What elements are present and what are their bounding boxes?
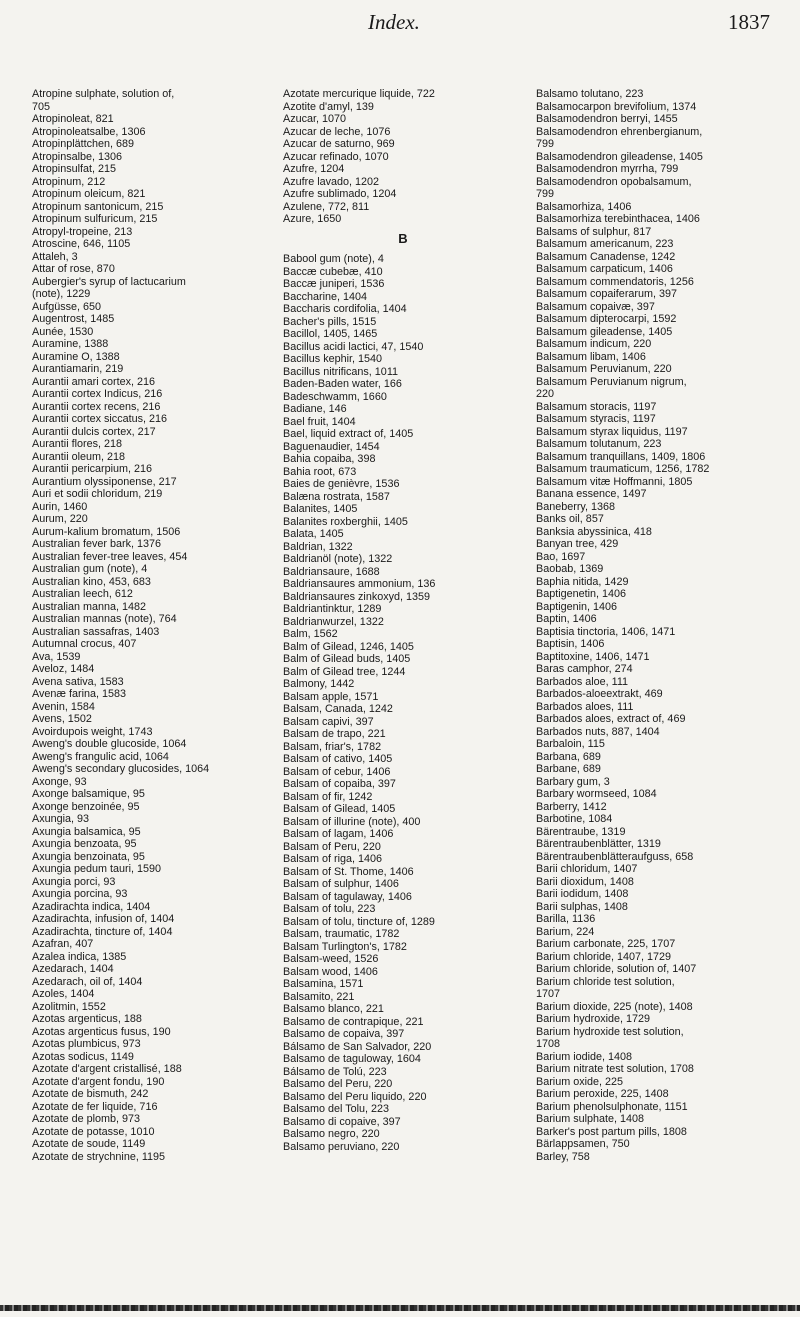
index-entry: Australian gum (note), 4 <box>32 563 148 575</box>
index-entry: Barii dioxidum, 1408 <box>536 875 634 888</box>
index-entry: Balsam of fir, 1242 <box>283 790 373 803</box>
index-entry: Barbane, 689 <box>536 763 601 775</box>
index-entry: Balsamo de taguloway, 1604 <box>283 1053 421 1065</box>
index-entry: Atropinplättchen, 689 <box>32 138 135 150</box>
index-entry: Barker's post partum pills, 1808 <box>536 1125 687 1138</box>
index-entry: Aurum, 220 <box>32 513 88 525</box>
index-entry: Australian kino, 453, 683 <box>32 575 151 588</box>
index-entry: Aufgüsse, 650 <box>32 300 102 313</box>
page-number: 1837 <box>728 10 770 34</box>
index-entry: Balmony, 1442 <box>283 678 355 690</box>
index-entry: Balsam, Canada, 1242 <box>283 703 393 715</box>
index-entry: 705 <box>32 100 51 113</box>
section-letter-heading: B <box>398 230 408 246</box>
index-entry: Atropinum, 212 <box>32 175 106 188</box>
index-entry: Bärlappsamen, 750 <box>536 1138 630 1150</box>
index-entry: Axonge, 93 <box>32 775 87 788</box>
index-entry: Aurantii cortex Indicus, 216 <box>32 388 163 400</box>
index-entry: Balsams of sulphur, 817 <box>536 225 652 238</box>
index-entry: Barbotine, 1084 <box>536 813 613 825</box>
index-entry: Balsamo del Peru, 220 <box>283 1078 393 1090</box>
index-entry: Balsamocarpon brevifolium, 1374 <box>536 100 697 113</box>
index-entry: Barium phenolsulphonate, 1151 <box>536 1100 688 1113</box>
index-entry: Barium hydroxide test solution, <box>536 1025 684 1038</box>
index-entry: Barium chloride, solution of, 1407 <box>536 963 697 975</box>
index-entry: Balsamo tolutano, 223 <box>536 88 644 100</box>
index-entry: Barium nitrate test solution, 1708 <box>536 1063 694 1075</box>
index-entry: Axonge balsamique, 95 <box>32 788 145 800</box>
index-entry: Barbaloin, 115 <box>536 738 605 750</box>
index-entry: Balsamo blanco, 221 <box>283 1003 384 1015</box>
index-entry: Balsamum styracis, 1197 <box>536 413 656 425</box>
index-entry: Atropyl-tropeine, 213 <box>32 225 133 238</box>
index-entry: Balsamina, 1571 <box>283 978 364 990</box>
index-entry: Balsamum dipterocarpi, 1592 <box>536 313 677 325</box>
index-entry: Barbados aloes, 111 <box>536 700 634 713</box>
index-entry: Barium chloride test solution, <box>536 975 675 988</box>
index-entry: Atroscine, 646, 1105 <box>32 238 131 250</box>
index-entry: Barium oxide, 225 <box>536 1075 624 1088</box>
index-entry: Balsam of cebur, 1406 <box>283 765 391 778</box>
index-entry: Atropinsulfat, 215 <box>32 163 117 175</box>
index-entry: Barbana, 689 <box>536 750 601 763</box>
index-entry: Balsamodendron ehrenbergianum, <box>536 125 703 138</box>
index-entry: Baldriantinktur, 1289 <box>283 603 382 615</box>
index-entry: Azafran, 407 <box>32 938 94 950</box>
index-entry: Barbados nuts, 887, 1404 <box>536 725 660 738</box>
index-entry: Bael fruit, 1404 <box>283 415 356 428</box>
index-entry: Balsamum copaiferarum, 397 <box>536 288 678 300</box>
bottom-edge-rule <box>0 1305 800 1311</box>
index-entry: Atropinum sulfuricum, 215 <box>32 213 158 225</box>
index-entry: Azadirachta indica, 1404 <box>32 900 151 913</box>
index-entry: Badiane, 146 <box>283 403 347 415</box>
index-entry: Axungia, 93 <box>32 813 90 825</box>
index-entry: Attaleh, 3 <box>32 250 78 263</box>
index-entry: Australian fever-tree leaves, 454 <box>32 550 188 563</box>
index-entry: Azotas plumbicus, 973 <box>32 1038 141 1050</box>
index-entry: Azadirachta, infusion of, 1404 <box>32 913 175 925</box>
index-entry: Bahia root, 673 <box>283 465 357 478</box>
index-entry: Baneberry, 1368 <box>536 500 616 513</box>
index-entry: 799 <box>536 138 555 150</box>
index-entry: Balsamum Peruvianum, 220 <box>536 363 672 375</box>
index-entry: Axungia porcina, 93 <box>32 888 128 900</box>
index-entry: Balsamum carpaticum, 1406 <box>536 263 673 275</box>
index-entry: 1707 <box>536 988 561 1000</box>
index-entry: Aurantii amari cortex, 216 <box>32 375 156 388</box>
index-entry: Bärentraubenblätter, 1319 <box>536 838 661 850</box>
index-entry: Barley, 758 <box>536 1150 590 1163</box>
index-entry: Balsam wood, 1406 <box>283 965 378 978</box>
index-entry: Barium peroxide, 225, 1408 <box>536 1088 669 1100</box>
index-entry: Bálsamo de Tolú, 223 <box>283 1065 387 1078</box>
index-entry: Balsamo peruviano, 220 <box>283 1140 400 1153</box>
index-entry: Aweng's frangulic acid, 1064 <box>32 750 169 763</box>
index-entry: Azotas argenticus, 188 <box>32 1013 142 1025</box>
index-entry: Balsamum traumaticum, 1256, 1782 <box>536 463 710 475</box>
index-entry: Barium dioxide, 225 (note), 1408 <box>536 1000 693 1013</box>
index-entry: Baies de genièvre, 1536 <box>283 478 400 490</box>
index-entry: Azucar de saturno, 969 <box>283 138 395 150</box>
index-entry: Balsamum indicum, 220 <box>536 338 652 350</box>
index-entry: Ava, 1539 <box>32 650 81 663</box>
index-entry: Baccharis cordifolia, 1404 <box>283 303 407 315</box>
index-entry: Autumnal crocus, 407 <box>32 638 137 650</box>
index-entry: Barium sulphate, 1408 <box>536 1113 645 1125</box>
index-entry: Banksia abyssinica, 418 <box>536 525 652 538</box>
index-entry: Balsam de trapo, 221 <box>283 728 386 740</box>
index-entry: Babool gum (note), 4 <box>283 253 384 265</box>
index-entry: Baptigenin, 1406 <box>536 600 618 613</box>
index-entry: Balata, 1405 <box>283 528 344 540</box>
index-entry: Australian manna, 1482 <box>32 600 147 613</box>
index-entry: Attar of rose, 870 <box>32 263 115 275</box>
index-entry: Australian fever bark, 1376 <box>32 538 162 550</box>
index-entry: Bael, liquid extract of, 1405 <box>283 428 414 440</box>
index-entry: Baccharine, 1404 <box>283 290 368 303</box>
index-entry: Baldriansaures ammonium, 136 <box>283 578 436 590</box>
index-entry: Axungia benzoata, 95 <box>32 838 137 850</box>
index-entry: Bálsamo de San Salvador, 220 <box>283 1040 432 1053</box>
index-entry: Aurantium olyssiponense, 217 <box>32 475 177 488</box>
running-title: Index. <box>368 10 420 34</box>
index-entry: Azotate mercurique liquide, 722 <box>283 88 435 100</box>
index-entry: Aurantiamarin, 219 <box>32 363 124 375</box>
index-entry: Azolitmin, 1552 <box>32 1000 106 1013</box>
index-entry: Banks oil, 857 <box>536 513 604 525</box>
index-entry: Azulene, 772, 811 <box>283 200 370 213</box>
index-entry: Azotate de fer liquide, 716 <box>32 1100 158 1113</box>
index-entry: Baptisin, 1406 <box>536 638 605 650</box>
index-entry: Baldrian, 1322 <box>283 540 353 553</box>
index-entry: Balsamum copaivæ, 397 <box>536 300 655 313</box>
index-entry: Axungia pedum tauri, 1590 <box>32 863 162 875</box>
index-entry: Barium hydroxide, 1729 <box>536 1013 651 1025</box>
index-entry: Azalea indica, 1385 <box>32 950 127 963</box>
index-entry: Baras camphor, 274 <box>536 663 633 675</box>
index-entry: Balm, 1562 <box>283 628 338 640</box>
index-entry: Balsamo di copaive, 397 <box>283 1115 401 1128</box>
index-entry: Axungia benzoinata, 95 <box>32 850 145 863</box>
index-entry: Balsam of tolu, 223 <box>283 903 376 915</box>
index-entry: Balsamum Canadense, 1242 <box>536 250 676 263</box>
index-entry: 1708 <box>536 1038 561 1050</box>
index-entry: Bacillus nitrificans, 1011 <box>283 365 399 378</box>
index-entry: Balm of Gilead tree, 1244 <box>283 665 406 678</box>
index-entry: Balsamo de contrapique, 221 <box>283 1015 424 1028</box>
index-entry: Balanites, 1405 <box>283 503 358 515</box>
index-entry: 799 <box>536 188 555 200</box>
index-entry: Barbary wormseed, 1084 <box>536 788 657 800</box>
index-entry: Balsamum commendatoris, 1256 <box>536 275 694 288</box>
index-entry: Aweng's double glucoside, 1064 <box>32 738 187 750</box>
index-entry: Aunée, 1530 <box>32 325 94 338</box>
index-entry: Barbados aloes, extract of, 469 <box>536 713 686 725</box>
index-entry: Balsam, friar's, 1782 <box>283 740 382 753</box>
index-entry: Azotas sodicus, 1149 <box>32 1050 134 1063</box>
index-entry: Azufre sublimado, 1204 <box>283 188 397 200</box>
index-entry: Aurantii dulcis cortex, 217 <box>32 425 156 438</box>
index-entry: Banyan tree, 429 <box>536 538 619 550</box>
index-entry: Baptigenetin, 1406 <box>536 588 627 600</box>
index-entry: Barium carbonate, 225, 1707 <box>536 938 676 950</box>
index-entry: Balsamo del Peru liquido, 220 <box>283 1090 427 1103</box>
index-column-2 <box>283 88 523 1153</box>
index-entry: Baphia nitida, 1429 <box>536 575 629 588</box>
index-entry: Auramine O, 1388 <box>32 350 120 363</box>
index-entry: Aurantii oleum, 218 <box>32 450 126 463</box>
index-entry: Balsamum gileadense, 1405 <box>536 325 673 338</box>
index-entry: Bacillus kephir, 1540 <box>283 353 383 365</box>
index-entry: Axungia balsamica, 95 <box>32 825 141 838</box>
index-entry: Baguenaudier, 1454 <box>283 440 380 453</box>
index-entry: Azadirachta, tincture of, 1404 <box>32 925 173 938</box>
index-entry: Azoles, 1404 <box>32 988 95 1000</box>
index-entry: Bacillus acidi lactici, 47, 1540 <box>283 340 424 353</box>
index-entry: Avenæ farina, 1583 <box>32 688 127 700</box>
index-entry: Aveloz, 1484 <box>32 663 95 675</box>
index-entry: Azotas argenticus fusus, 190 <box>32 1025 171 1038</box>
index-entry: Baobab, 1369 <box>536 563 604 575</box>
index-entry: Bao, 1697 <box>536 550 586 563</box>
index-entry: Balsamum styrax liquidus, 1197 <box>536 425 688 438</box>
index-entry: Bacher's pills, 1515 <box>283 315 377 328</box>
index-entry: Balsam apple, 1571 <box>283 690 379 703</box>
index-column-1 <box>32 88 270 1163</box>
index-entry: Azotate de bismuth, 242 <box>32 1088 149 1100</box>
index-entry: Barbados-aloeextrakt, 469 <box>536 688 663 700</box>
index-entry: Aurantii pericarpium, 216 <box>32 463 153 475</box>
index-entry: Aurantii cortex recens, 216 <box>32 400 161 413</box>
index-entry: Auri et sodii chloridum, 219 <box>32 488 163 500</box>
index-entry: Atropinoleat, 821 <box>32 113 114 125</box>
index-entry: Barium, 224 <box>536 925 595 938</box>
index-entry: Baptitoxine, 1406, 1471 <box>536 650 650 663</box>
index-entry: Aurum-kalium bromatum, 1506 <box>32 525 181 538</box>
index-entry: Azotate de soude, 1149 <box>32 1138 146 1150</box>
index-entry: Balsam of tagulaway, 1406 <box>283 890 412 903</box>
index-entry: Azotate de potasse, 1010 <box>32 1125 155 1138</box>
index-entry: Avens, 1502 <box>32 713 92 725</box>
index-entry: Axungia porci, 93 <box>32 875 116 888</box>
index-entry: Aweng's secondary glucosides, 1064 <box>32 763 210 775</box>
index-entry: Baldriansaure, 1688 <box>283 565 380 578</box>
index-entry: Barii sulphas, 1408 <box>536 900 628 913</box>
index-entry: Balsamum storacis, 1197 <box>536 400 657 413</box>
index-entry: Avoirdupois weight, 1743 <box>32 725 153 738</box>
index-entry: Baccæ juniperi, 1536 <box>283 278 385 290</box>
index-entry: Azucar, 1070 <box>283 113 347 125</box>
index-entry: Aurantii flores, 218 <box>32 438 123 450</box>
index-entry: Balsamum vitæ Hoffmanni, 1805 <box>536 475 693 488</box>
index-entry: Avena sativa, 1583 <box>32 675 124 688</box>
index-entry: Bärentraube, 1319 <box>536 825 626 838</box>
index-entry: Balsam, traumatic, 1782 <box>283 928 400 940</box>
index-entry: Balsam of sulphur, 1406 <box>283 878 399 890</box>
index-entry: Balsam of copaiba, 397 <box>283 778 396 790</box>
index-entry: Axonge benzoinée, 95 <box>32 800 140 813</box>
index-entry: Atropinum oleicum, 821 <box>32 188 146 200</box>
index-entry: Australian leech, 612 <box>32 588 133 600</box>
index-entry: Balanites roxberghii, 1405 <box>283 515 408 528</box>
index-entry: Balsam of lagam, 1406 <box>283 828 394 840</box>
index-entry: Barbary gum, 3 <box>536 775 610 788</box>
index-entry: Balsam of riga, 1406 <box>283 853 383 865</box>
index-entry: Balsam Turlington's, 1782 <box>283 940 407 953</box>
index-entry: Australian mannas (note), 764 <box>32 613 177 625</box>
index-entry: Aurin, 1460 <box>32 500 88 513</box>
index-entry: Baldrianöl (note), 1322 <box>283 553 393 565</box>
index-entry: Barium iodide, 1408 <box>536 1050 633 1063</box>
index-entry: Balsamorhiza, 1406 <box>536 200 632 213</box>
index-entry: Balsamito, 221 <box>283 990 355 1003</box>
index-entry: Balsam of St. Thome, 1406 <box>283 865 414 878</box>
index-entry: Baccæ cubebæ, 410 <box>283 265 383 278</box>
index-entry: Azotate d'argent fondu, 190 <box>32 1075 165 1088</box>
index-entry: Bärentraubenblätteraufguss, 658 <box>536 850 694 863</box>
index-entry: Avenin, 1584 <box>32 700 95 713</box>
page-header <box>0 10 800 40</box>
index-entry: Australian sassafras, 1403 <box>32 625 160 638</box>
index-entry: Azedarach, 1404 <box>32 963 114 975</box>
index-entry: Balsam of tolu, tincture of, 1289 <box>283 915 435 928</box>
index-entry: Auramine, 1388 <box>32 338 109 350</box>
index-entry: Balsamorhiza terebinthacea, 1406 <box>536 213 700 225</box>
index-entry: Balsamodendron gileadense, 1405 <box>536 150 703 163</box>
index-entry: Balsam-weed, 1526 <box>283 953 379 965</box>
index-entry: Badeschwamm, 1660 <box>283 390 387 403</box>
index-entry: Balsamum Peruvianum nigrum, <box>536 375 687 388</box>
index-entry: Balsam of Gilead, 1405 <box>283 803 396 815</box>
index-entry: Azotite d'amyl, 139 <box>283 100 374 113</box>
index-entry: Barium chloride, 1407, 1729 <box>536 950 672 963</box>
index-entry: Barii iodidum, 1408 <box>536 888 629 900</box>
index-entry: Atropine sulphate, solution of, <box>32 88 175 100</box>
index-entry: Atropinum santonicum, 215 <box>32 200 164 213</box>
index-entry: Bahia copaiba, 398 <box>283 453 376 465</box>
index-entry: Atropinoleatsalbe, 1306 <box>32 125 146 138</box>
index-entry: Baldrianwurzel, 1322 <box>283 615 384 628</box>
index-entry: Balsamum tranquillans, 1409, 1806 <box>536 450 706 463</box>
index-entry: Balsam capivi, 397 <box>283 715 374 728</box>
index-entry: Azucar refinado, 1070 <box>283 150 389 163</box>
index-entry: Bacillol, 1405, 1465 <box>283 328 378 340</box>
index-entry: Balsamo negro, 220 <box>283 1128 380 1140</box>
index-entry: Azotate d'argent cristallisé, 188 <box>32 1063 182 1075</box>
index-entry: 220 <box>536 388 555 400</box>
index-entry: Balsamum libam, 1406 <box>536 350 646 363</box>
index-entry: Banana essence, 1497 <box>536 488 647 500</box>
index-entry: Balsam of illurine (note), 400 <box>283 815 421 828</box>
index-entry: Augentrost, 1485 <box>32 313 115 325</box>
index-entry: Aurantii cortex siccatus, 216 <box>32 413 168 425</box>
index-entry: Barii chloridum, 1407 <box>536 863 638 875</box>
index-entry: Baptisia tinctoria, 1406, 1471 <box>536 625 676 638</box>
index-entry: Balsamum tolutanum, 223 <box>536 438 662 450</box>
index-entry: Balsamo de copaiva, 397 <box>283 1028 405 1040</box>
index-entry: Azufre, 1204 <box>283 163 345 175</box>
index-entry: Atropinsalbe, 1306 <box>32 150 123 163</box>
index-entry: Balsamodendron opobalsamum, <box>536 175 692 188</box>
index-entry: Azucar de leche, 1076 <box>283 125 391 138</box>
index-entry: Azotate de strychnine, 1195 <box>32 1150 166 1163</box>
index-entry: Balæna rostrata, 1587 <box>283 490 390 503</box>
index-entry: Azotate de plomb, 973 <box>32 1113 141 1125</box>
index-entry: Balm of Gilead buds, 1405 <box>283 653 411 665</box>
index-entry: Azure, 1650 <box>283 213 342 225</box>
index-column-3 <box>536 88 786 1163</box>
index-entry: Azedarach, oil of, 1404 <box>32 975 143 988</box>
index-entry: Barbados aloe, 111 <box>536 675 629 688</box>
index-entry: Balsamo del Tolu, 223 <box>283 1103 390 1115</box>
index-entry: Balsamum americanum, 223 <box>536 238 674 250</box>
index-entry: Barilla, 1136 <box>536 913 596 925</box>
index-entry: Balsamodendron myrrha, 799 <box>536 163 679 175</box>
index-entry: Baptin, 1406 <box>536 613 597 625</box>
index-entry: Baldriansaures zinkoxyd, 1359 <box>283 590 431 603</box>
index-entry: (note), 1229 <box>32 288 91 300</box>
index-entry: Azufre lavado, 1202 <box>283 175 380 188</box>
index-entry: Balsamodendron berryi, 1455 <box>536 113 678 125</box>
index-entry: Baden-Baden water, 166 <box>283 378 402 390</box>
index-entry: Balm of Gilead, 1246, 1405 <box>283 640 414 653</box>
index-entry: Barberry, 1412 <box>536 800 607 813</box>
index-entry: Balsam of Peru, 220 <box>283 840 381 853</box>
index-entry: Aubergier's syrup of lactucarium <box>32 275 186 288</box>
index-entry: Balsam of cativo, 1405 <box>283 753 393 765</box>
